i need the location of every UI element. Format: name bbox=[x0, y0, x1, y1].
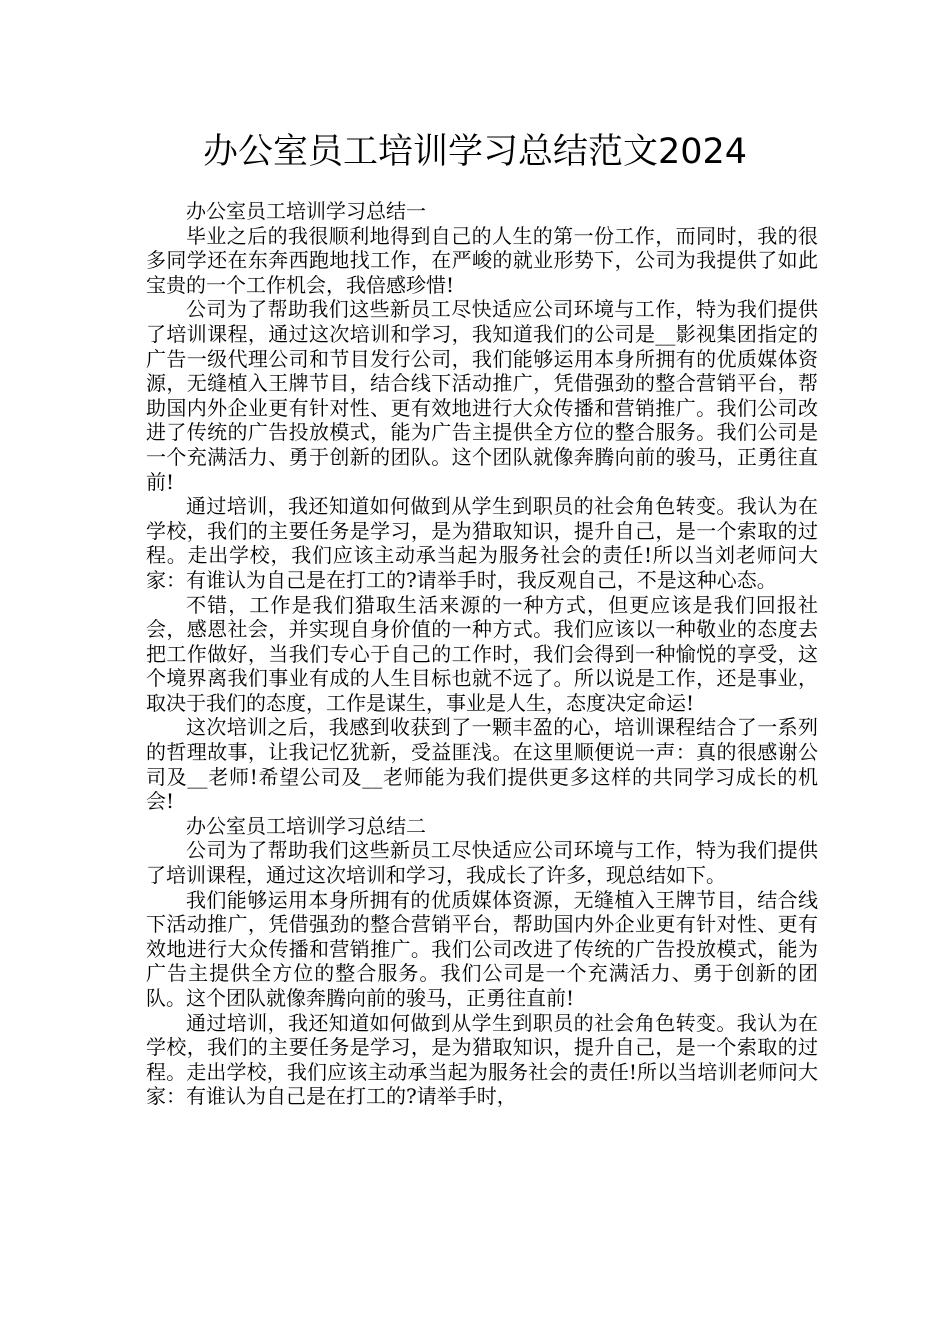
paragraph: 不错，工作是我们猎取生活来源的一种方式，但更应该是我们回报社会，感恩社会，并实现自身价值的一种方式。我们应该以一种敬业的态度去把工作做好，当我们专心于自己的工作时，我们会得到一种愉悦的享受，这个境界离我们事业有成的人生目标也就不远了。所以说是工作，还是事业，取决于我们的态度，工作是谋生，事业是人生，态度决定命运! bbox=[146, 592, 818, 715]
paragraph: 通过培训，我还知道如何做到从学生到职员的社会角色转变。我认为在学校，我们的主要任务是学习，是为猎取知识，提升自己，是一个索取的过程。走出学校，我们应该主动承当起为服务社会的责任!所以当培训老师问大家：有谁认为自己是在打工的?请举手时， bbox=[146, 1010, 818, 1109]
paragraph: 我们能够运用本身所拥有的优质媒体资源，无缝植入王牌节目，结合线下活动推广，凭借强劲的整合营销平台，帮助国内外企业更有针对性、更有效地进行大众传播和营销推广。我们公司改进了传统的广告投放模式，能为广告主提供全方位的整合服务。我们公司是一个充满活力、勇于创新的团队。这个团队就像奔腾向前的骏马，正勇往直前! bbox=[146, 887, 818, 1010]
paragraph: 公司为了帮助我们这些新员工尽快适应公司环境与工作，特为我们提供了培训课程，通过这次培训和学习，我成长了许多，现总结如下。 bbox=[146, 838, 818, 888]
document-title: 办公室员工培训学习总结范文2024 bbox=[202, 132, 748, 172]
paragraph: 公司为了帮助我们这些新员工尽快适应公司环境与工作，特为我们提供了培训课程，通过这次培训和学习，我知道我们的公司是__影视集团指定的广告一级代理公司和节目发行公司，我们能够运用本身所拥有的优质媒体资源，无缝植入王牌节目，结合线下活动推广，凭借强劲的整合营销平台，帮助国内外企业更有针对性、更有效地进行大众传播和营销推广。我们公司改进了传统的广告投放模式，能为广告主提供全方位的整合服务。我们公司是一个充满活力、勇于创新的团队。这个团队就像奔腾向前的骏马，正勇往直前! bbox=[146, 297, 818, 494]
section-heading-1: 办公室员工培训学习总结一 bbox=[186, 199, 426, 223]
paragraph: 这次培训之后，我感到收获到了一颗丰盈的心，培训课程结合了一系列的哲理故事，让我记忆犹新，受益匪浅。在这里顺便说一声：真的很感谢公司及__老师!希望公司及__老师能为我们提供更多这样的共同学习成长的机会! bbox=[146, 715, 818, 814]
paragraph: 通过培训，我还知道如何做到从学生到职员的社会角色转变。我认为在学校，我们的主要任务是学习，是为猎取知识，提升自己，是一个索取的过程。走出学校，我们应该主动承当起为服务社会的责任!所以当刘老师问大家：有谁认为自己是在打工的?请举手时，我反观自己，不是这种心态。 bbox=[146, 494, 818, 592]
section-heading-2: 办公室员工培训学习总结二 bbox=[186, 813, 426, 838]
paragraph: 毕业之后的我很顺利地得到自己的人生的第一份工作，而同时，我的很多同学还在东奔西跑地找工作，在严峻的就业形势下，公司为我提供了如此宝贵的一个工作机会，我倍感珍惜! bbox=[146, 223, 818, 297]
document-body bbox=[146, 199, 818, 1109]
